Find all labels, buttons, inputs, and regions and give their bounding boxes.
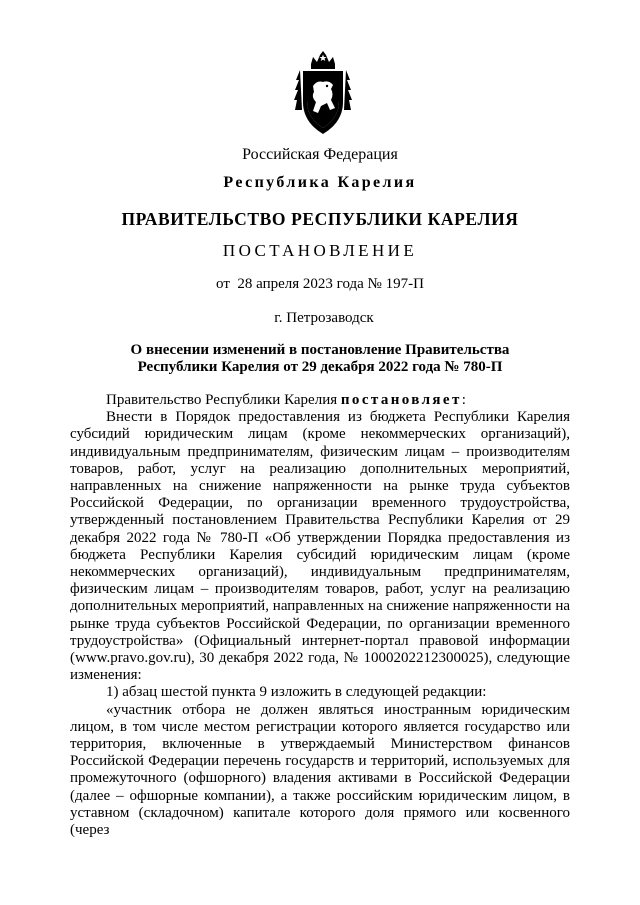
- document-title-line1: О внесении изменений в постановление Правительства: [130, 342, 510, 358]
- date-number: от 28 апреля 2023 года № 197-П: [216, 276, 424, 292]
- country-name: Российская Федерация: [242, 146, 398, 163]
- republic-name: Республика Карелия: [223, 174, 417, 191]
- main-paragraph: Внести в Порядок предоставления из бюджета Республики Карелия субсидий юридическим лицам (кроме некоммерческих организаций), индивидуальным предпринимателям, физическим лицам – производителям товаров, работ, услуг на реализацию дополнительных мероприятий, направленных на снижение напряженности на рынке труда субъектов Российской Федерации, по организации временного трудоустройства, утвержденный постановлением Правительства Республики Карелия от 29 декабря 2022 года № 780-П «Об утверждении Порядка предоставления из бюджета Республики Карелия субсидий юридическим лицам (кроме некоммерческих организаций), индивидуальным предпринимателям, физическим лицам – производителям товаров, работ, услуг на реализацию дополнительных мероприятий, направленных на снижение напряженности на рынке труда субъектов Российской Федерации, по организации временного трудоустройства» (Официальный интернет-портал правовой информации (www.pravo.gov.ru), 30 декабря 2022 года, № 1000202212300025), следующие изменения:: [70, 409, 570, 684]
- document-title-line2: Республики Карелия от 29 декабря 2022 года № 780-П: [137, 359, 503, 375]
- quoted-text: «участник отбора не должен являться иностранным юридическим лицом, в том числе местом регистрации которого является государство или территория, включенные в утверждаемый Министерством финансов Российской Федерации перечень государств и территорий, используемых для промежуточного (офшорного) владения активами в Российской Федерации (далее – офшорные компании), а также российским юридическим лицом, в уставном (складочном) капитале которого доля прямого или косвенного (через: [70, 701, 570, 839]
- item-1: 1) абзац шестой пункта 9 изложить в следующей редакции:: [106, 684, 487, 701]
- government-name: ПРАВИТЕЛЬСТВО РЕСПУБЛИКИ КАРЕЛИЯ: [121, 209, 519, 229]
- resolution-intro: [70, 392, 570, 409]
- city-name: г. Петрозаводск: [274, 310, 374, 326]
- document-title: [0, 342, 640, 376]
- intro-verb: постановляет: [340, 392, 462, 408]
- document-type: ПОСТАНОВЛЕНИЕ: [222, 241, 418, 260]
- intro-text: Правительство Республики Карелия: [106, 392, 338, 408]
- intro-colon: :: [461, 392, 466, 408]
- coat-of-arms-emblem: [293, 50, 353, 136]
- document-body: [70, 392, 570, 839]
